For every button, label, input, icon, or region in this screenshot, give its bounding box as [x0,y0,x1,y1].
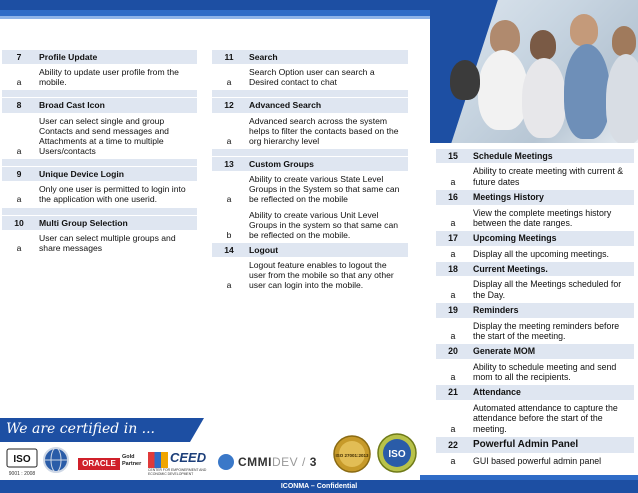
feature-heading-row [212,50,408,64]
spacer-row [2,159,197,166]
feature-heading-row [436,262,634,276]
cmmi-dev3-logo: CMMIDEV / 3 [218,454,318,474]
feature-detail-row [212,208,408,242]
feature-heading-row [436,437,634,453]
feature-detail-row [2,182,197,206]
ceed-sub: CENTER FOR EMPOWERMENT AND ECONOMIC DEVELOPMENT [148,468,207,476]
feature-number: a [436,319,470,344]
feature-description: GUI based powerful admin panel [470,454,634,468]
feature-number: 22 [436,437,470,453]
top-banner-stripe [0,0,430,22]
feature-detail-row [212,114,408,148]
feature-heading-row [436,149,634,163]
cmmi-level-text: 3 [309,455,317,469]
certification-logos [0,444,420,479]
feature-number: a [2,182,36,206]
feature-detail-row [212,258,408,292]
cmmi-text: CMMI [238,455,272,469]
iso-9001-text: ISO [13,454,31,465]
seal2-text: ISO [388,449,406,460]
feature-title: Advanced Search [246,98,408,112]
feature-number: a [2,65,36,89]
feature-heading-row [2,98,197,112]
feature-number: b [212,208,246,242]
footer: ICONMA – Confidential [0,480,638,493]
feature-number: 19 [436,303,470,317]
feature-heading-row [436,303,634,317]
feature-number: a [212,65,246,89]
certification-title: We are certified in ... [6,421,156,437]
oracle-gold-partner-logo [78,454,144,472]
feature-title: Upcoming Meetings [470,231,634,245]
feature-number: a [2,231,36,255]
feature-title: Reminders [470,303,634,317]
feature-heading-row [212,98,408,112]
feature-title: Search [246,50,408,64]
feature-number: a [436,164,470,189]
feature-description: Ability to update user profile from the mobile. [36,65,197,89]
feature-number: 15 [436,149,470,163]
iso-27001-seal [332,434,372,478]
feature-title: Multi Group Selection [36,216,197,230]
feature-number: 12 [212,98,246,112]
feature-title: Generate MOM [470,344,634,358]
feature-number: a [212,258,246,292]
feature-table-right [436,148,634,469]
feature-title: Custom Groups [246,157,408,171]
feature-title: Unique Device Login [36,167,197,181]
globe-iso-logo [42,446,70,476]
feature-detail-row [436,454,634,468]
iso-9001-logo [6,446,38,478]
feature-number: a [2,114,36,159]
feature-heading-row [436,344,634,358]
feature-description: Ability to create various Unit Level Groups in the system so that same can be reflected on the mobile. [246,208,408,242]
feature-heading-row [2,216,197,230]
feature-description: Ability to schedule meeting and send mom to all the recipients. [470,360,634,385]
feature-detail-row [212,172,408,206]
feature-number: 21 [436,385,470,399]
feature-title: Powerful Admin Panel [470,437,634,453]
feature-number: 9 [2,167,36,181]
feature-number: 16 [436,190,470,204]
feature-heading-row [436,385,634,399]
feature-description: Display all the Meetings scheduled for the Day. [470,277,634,302]
feature-number: 10 [2,216,36,230]
feature-heading-row [2,167,197,181]
iso-seal [376,432,418,478]
feature-number: a [436,206,470,231]
feature-number: a [436,277,470,302]
feature-number: a [436,360,470,385]
feature-detail-row [436,247,634,261]
feature-title: Meetings History [470,190,634,204]
feature-detail-row [2,231,197,255]
seal1-text: ISO 27001:2013 [335,453,369,458]
spacer-row [2,208,197,215]
feature-number: a [212,114,246,148]
feature-number: 8 [2,98,36,112]
feature-number: 13 [212,157,246,171]
feature-description: Search Option user can search a Desired contact to chat [246,65,408,89]
feature-description: Logout feature enables to logout the user from the mobile so that any other user can login into the mobile. [246,258,408,292]
ceed-text: CEED [170,450,207,465]
feature-heading-row [212,157,408,171]
feature-detail-row [436,164,634,189]
cmmi-dev-text: DEV [272,455,299,469]
feature-number: a [436,401,470,436]
ceed-logo [148,450,214,478]
feature-description: Advanced search across the system helps to filter the contacts based on the org hierarchy level [246,114,408,148]
feature-detail-row [436,319,634,344]
spacer-row [212,149,408,156]
feature-description: Automated attendance to capture the attendance before the start of the meeting. [470,401,634,436]
feature-description: Ability to create various State Level Groups in the System so that same can be reflected on the mobile [246,172,408,206]
feature-description: Ability to create meeting with current & future dates [470,164,634,189]
feature-title: Profile Update [36,50,197,64]
feature-description: User can select multiple groups and share messages [36,231,197,255]
feature-number: 20 [436,344,470,358]
team-photo [430,0,638,143]
feature-description: User can select single and group Contacts and send messages and Attachments at a time to multiple Users/contacts [36,114,197,159]
feature-detail-row [2,114,197,159]
feature-description: Display all the upcoming meetings. [470,247,634,261]
certification-banner [0,418,190,442]
feature-number: a [436,454,470,468]
feature-title: Current Meetings. [470,262,634,276]
feature-description: View the complete meetings history between the date ranges. [470,206,634,231]
feature-number: 14 [212,243,246,257]
oracle-tag: Gold Partner [122,454,142,467]
feature-table-left [2,49,197,256]
feature-title: Logout [246,243,408,257]
feature-title: Attendance [470,385,634,399]
feature-detail-row [436,401,634,436]
feature-description: Display the meeting reminders before the start of the meeting. [470,319,634,344]
feature-number: a [212,172,246,206]
feature-detail-row [2,65,197,89]
feature-detail-row [212,65,408,89]
spacer-row [212,90,408,97]
feature-title: Schedule Meetings [470,149,634,163]
feature-table-middle [212,49,408,294]
feature-heading-row [2,50,197,64]
feature-detail-row [436,360,634,385]
spacer-row [2,90,197,97]
feature-number: 11 [212,50,246,64]
feature-heading-row [212,243,408,257]
iso-9001-sub: 9001 : 2008 [8,471,36,477]
feature-number: 7 [2,50,36,64]
feature-detail-row [436,277,634,302]
feature-title: Broad Cast Icon [36,98,197,112]
feature-number: 17 [436,231,470,245]
feature-detail-row [436,206,634,231]
oracle-text: ORACLE [78,458,120,470]
feature-heading-row [436,231,634,245]
feature-number: 18 [436,262,470,276]
feature-description: Only one user is permitted to login into the application with one userid. [36,182,197,206]
feature-number: a [436,247,470,261]
feature-heading-row [436,190,634,204]
